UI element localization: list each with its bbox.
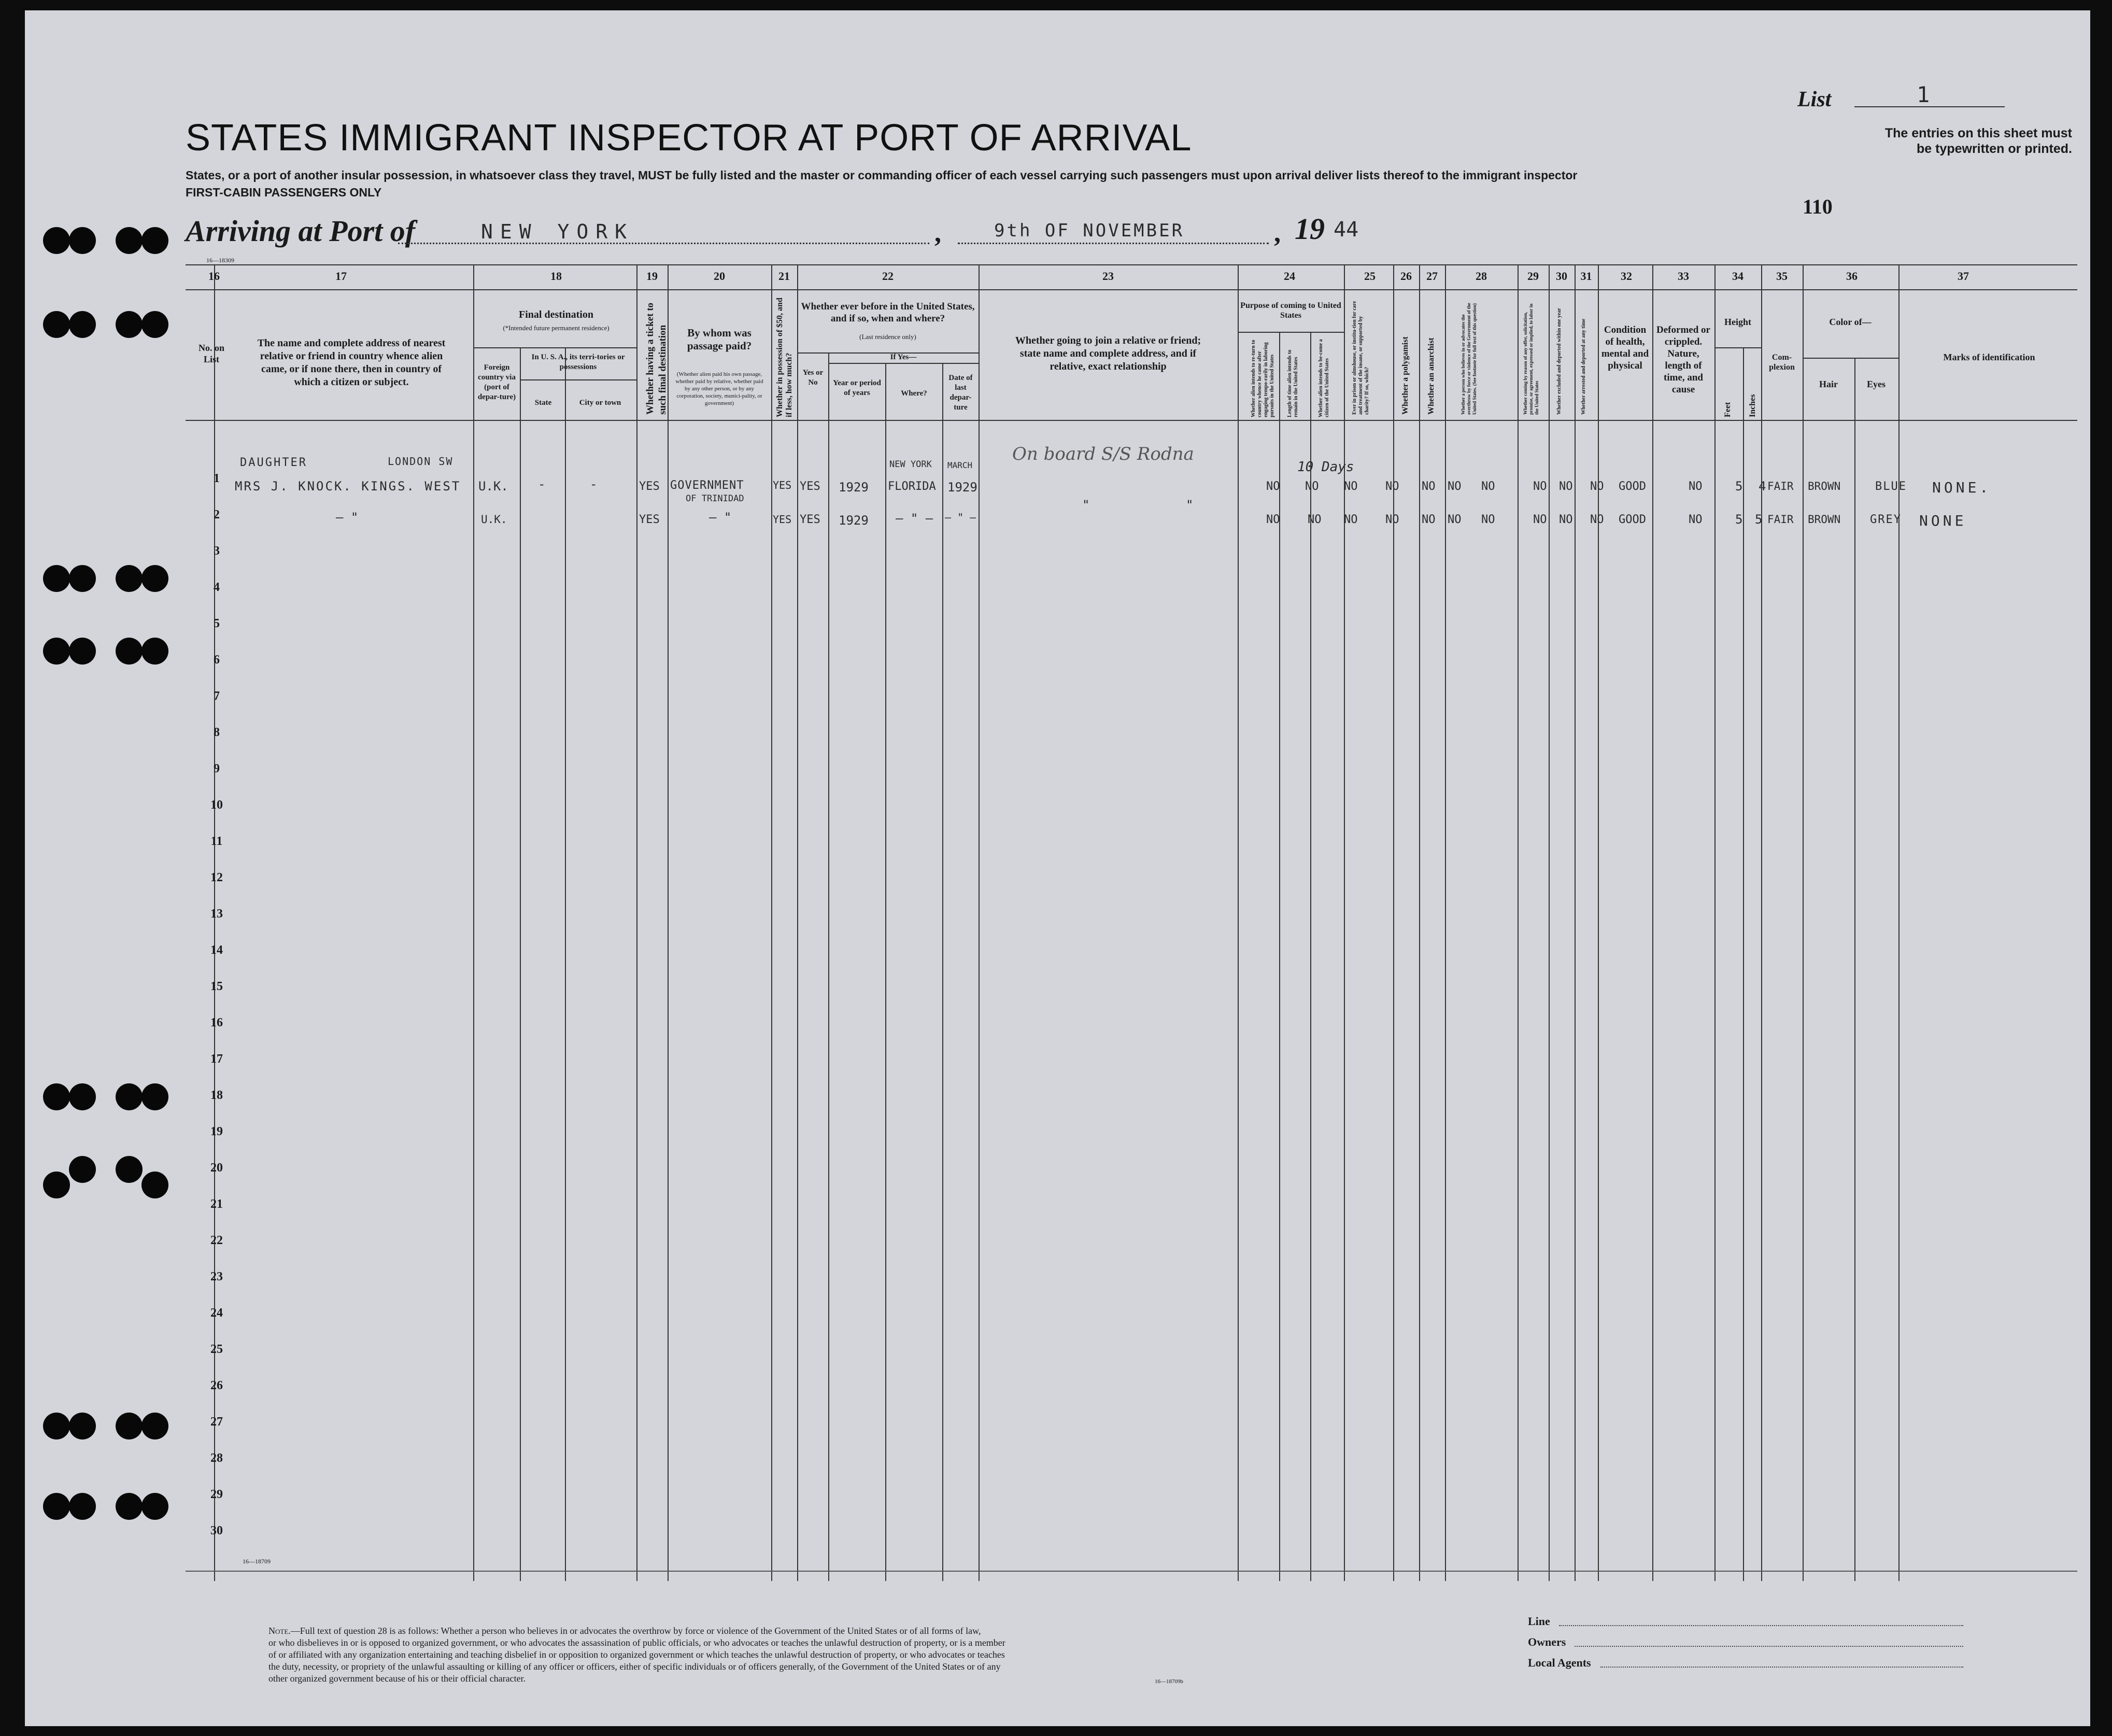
r1-passage-paid: GOVERNMENT — [670, 479, 744, 492]
punch-hole — [141, 1083, 168, 1110]
r1-anarchist: NO — [1448, 480, 1462, 493]
typewritten-note — [1782, 125, 2072, 157]
row-number: 3 — [214, 544, 220, 558]
punch-hole — [141, 565, 168, 592]
r1-feet: 5 — [1735, 479, 1743, 493]
header-state: State — [534, 399, 552, 407]
header-intends-citizen: Whether alien intends to be-come a citizen of the United States — [1318, 339, 1330, 417]
punch-hole — [116, 1083, 143, 1110]
header-hair: Hair — [1819, 379, 1838, 389]
r1-return: NO — [1266, 480, 1280, 493]
row-number: 21 — [210, 1197, 223, 1211]
column-rule — [1652, 264, 1653, 1581]
r1-relative-city: LONDON SW — [388, 455, 453, 468]
form-intro — [186, 167, 1689, 201]
r2-overthrow: NO — [1481, 513, 1495, 526]
r2-join-a: " — [1082, 498, 1090, 512]
column-number: 35 — [1776, 270, 1788, 283]
footnote-text: or who disbelieves in or is opposed to organized government, or who advocates the assassination of public officials, or who advocates or teaches the unlawful destruction of property, or is a member — [268, 1638, 1005, 1648]
header-if-yes: If Yes— — [890, 353, 917, 361]
r2-prison: NO — [1385, 513, 1399, 526]
punch-hole — [43, 565, 70, 592]
punch-hole — [69, 227, 96, 254]
r1-ticket: YES — [639, 480, 660, 493]
column-rule — [1419, 264, 1420, 1581]
form-code-right: 16—18709b — [1155, 1678, 1183, 1685]
r2-health: GOOD — [1619, 513, 1646, 526]
row-number: 7 — [214, 689, 220, 703]
column-rule — [885, 363, 886, 1581]
header-polygamist: Whether a polygamist — [1401, 336, 1410, 415]
subheader-rule — [473, 347, 636, 348]
r1-excluded: NO — [1559, 480, 1573, 493]
r2-where: — " — — [896, 511, 933, 526]
row-number: 8 — [214, 726, 220, 739]
column-number: 21 — [778, 270, 790, 283]
r1-date: 1929 — [947, 480, 977, 495]
punch-hole — [43, 227, 70, 254]
year-value: 44 — [1334, 218, 1359, 242]
date-line — [958, 243, 1269, 244]
punch-hole — [116, 638, 143, 665]
r1-passage-paid-2: OF TRINIDAD — [686, 493, 744, 504]
header-final-destination: Final destination — [519, 309, 593, 320]
row-number: 29 — [210, 1488, 223, 1501]
column-number: 28 — [1476, 270, 1487, 283]
footnote-text: —Full text of question 28 is as follows: Whether a person who believes in or advocates the overthrow by force or violence of the Government of the United States or of all forms of law, — [290, 1626, 981, 1636]
footnote — [268, 1625, 1264, 1685]
header-city: City or town — [579, 399, 621, 407]
port-value: NEW YORK — [481, 220, 634, 243]
row-number: 22 — [210, 1234, 223, 1247]
subheader-rule — [828, 363, 979, 364]
r1-state: - — [538, 477, 546, 491]
column-number: 22 — [882, 270, 894, 283]
row-number: 25 — [210, 1343, 223, 1356]
row-number: 18 — [210, 1089, 223, 1102]
table-rule — [186, 420, 2077, 421]
header-deformed: Deformed or crippled. Nature, length of time, and cause — [1656, 324, 1710, 395]
r2-passage-paid: — " — [709, 510, 732, 525]
header-final-destination-sub: (*Intended future permanent residence) — [503, 324, 609, 332]
column-number: 31 — [1580, 270, 1592, 283]
r1-polygamist: NO — [1422, 480, 1436, 493]
punch-hole — [69, 1083, 96, 1110]
manifest-sheet — [25, 10, 2090, 1726]
header-foreign-country: Foreign country via (port of depar-ture) — [477, 363, 516, 401]
column-number: 36 — [1846, 270, 1858, 283]
punch-hole — [141, 1413, 168, 1439]
r1-length-top: 10 Days — [1297, 459, 1354, 475]
column-number: 26 — [1400, 270, 1412, 283]
header-excluded: Whether excluded and deported within one year — [1556, 308, 1562, 415]
r1-ever-before: YES — [800, 480, 820, 493]
r2-inches: 5 — [1755, 512, 1763, 527]
column-number: 24 — [1284, 270, 1295, 283]
local-agents-label: Local Agents — [1528, 1656, 1591, 1669]
column-number: 23 — [1102, 270, 1114, 283]
column-number: 30 — [1556, 270, 1567, 283]
row-number: 9 — [214, 762, 220, 775]
row-number: 17 — [210, 1052, 223, 1066]
header-passage-paid: By whom was passage paid? — [687, 327, 752, 352]
local-agents-field — [1600, 1667, 1963, 1668]
column-number: 17 — [335, 270, 347, 283]
header-anarchist: Whether an anarchist — [1427, 337, 1436, 415]
list-label: List — [1797, 88, 1832, 111]
r1-foreign-country: U.K. — [478, 479, 508, 493]
punch-hole — [116, 565, 143, 592]
r2-join-b: " — [1186, 498, 1194, 512]
r2-return: NO — [1266, 513, 1280, 526]
row-number: 12 — [210, 871, 223, 884]
form-code: 16—18309 — [206, 257, 234, 264]
punch-hole — [116, 1156, 143, 1183]
row-number: 11 — [210, 835, 223, 848]
r2-labor-offer: NO — [1533, 513, 1547, 526]
header-yes-no: Yes or No — [802, 369, 824, 387]
column-number: 29 — [1527, 270, 1539, 283]
punch-hole — [69, 638, 96, 665]
header-intends-return: Whether alien intends to re-turn to country whence he came after engaging tempo-rarily in laboring pursuits in the United States — [1251, 340, 1275, 417]
column-rule — [828, 352, 829, 1581]
header-height: Height — [1724, 317, 1751, 327]
header-complexion: Com-plexion — [1769, 353, 1795, 372]
r2-excluded: NO — [1559, 513, 1573, 526]
row-number: 20 — [210, 1161, 223, 1175]
column-number: 19 — [646, 270, 658, 283]
r1-hair: BROWN — [1808, 480, 1841, 492]
header-marks: Marks of identification — [1943, 352, 2035, 362]
column-number: 34 — [1732, 270, 1744, 283]
r2-citizen: NO — [1344, 513, 1358, 526]
r1-relationship: DAUGHTER — [240, 456, 307, 469]
comma: , — [934, 218, 941, 248]
r1-date-top: MARCH — [947, 460, 973, 470]
comma: , — [1274, 218, 1281, 248]
column-rule — [1803, 264, 1804, 1581]
row-number: 14 — [210, 943, 223, 957]
subheader-rule — [520, 379, 636, 380]
r1-prison: NO — [1385, 480, 1399, 493]
r1-arrested: NO — [1590, 480, 1604, 493]
intro-line: States, or a port of another insular possession, in whatsoever class they travel, MUST be fully listed and the master or commanding officer of each vessel carrying such passengers must upon arrival deliver lists thereof to the immigrant inspector — [186, 168, 1578, 182]
form-code-left: 16—18709 — [243, 1558, 271, 1565]
header-feet: Feet — [1723, 402, 1732, 417]
footnote-text: of or affiliated with any organization entertaining and teaching disbelief in or opposition to organized government or which teaches the unlawful destruction of property, or who advocates or teaches — [268, 1649, 1005, 1660]
header-inches: Inches — [1748, 394, 1757, 417]
punch-hole — [43, 1413, 70, 1439]
list-number: 1 — [1917, 82, 1930, 107]
r2-year: 1929 — [839, 513, 869, 528]
column-rule — [1575, 264, 1576, 1581]
punch-hole — [69, 565, 96, 592]
punch-hole — [43, 1083, 70, 1110]
header-fifty-dollars: Whether in possession of $50, and if less, how much? — [775, 298, 793, 417]
r2-marks: NONE — [1919, 512, 1967, 529]
r2-deformed: NO — [1689, 513, 1703, 526]
punch-hole — [69, 311, 96, 338]
punch-hole — [69, 1493, 96, 1520]
row-number: 6 — [214, 653, 220, 667]
punch-hole — [141, 1172, 168, 1198]
r1-year: 1929 — [839, 480, 869, 495]
row-number: 26 — [210, 1379, 223, 1392]
r2-money: YES — [773, 513, 792, 526]
r1-where-top: NEW YORK — [889, 459, 932, 470]
punch-hole — [116, 1413, 143, 1439]
header-join-relative: Whether going to join a relative or friend; state name and complete address, and if relative, exact relationship — [1015, 335, 1201, 372]
row-number: 19 — [210, 1125, 223, 1138]
r1-money: YES — [773, 479, 792, 491]
footnote-label: Note. — [268, 1626, 291, 1636]
header-labor-offer: Whether coming by reason of any offer, solicitation, promise, or agreement, expressed or implied, to labor in the United States — [1523, 303, 1539, 415]
column-rule — [771, 264, 772, 1581]
r1-health: GOOD — [1619, 480, 1646, 493]
row-number: 10 — [210, 798, 223, 812]
form-title: STATES IMMIGRANT INSPECTOR AT PORT OF ARRIVAL — [186, 117, 1192, 159]
r2-arrested: NO — [1590, 513, 1604, 526]
header-where: Where? — [901, 389, 927, 398]
column-rule — [636, 264, 637, 1581]
punch-hole — [116, 227, 143, 254]
r2-foreign-country: U.K. — [481, 513, 507, 526]
column-rule — [473, 264, 474, 1581]
punch-hole — [43, 1172, 70, 1198]
r1-inches: 4 — [1759, 479, 1766, 493]
column-number: 33 — [1678, 270, 1689, 283]
r1-join: On board S/S Rodna — [1012, 444, 1194, 464]
punch-hole — [141, 311, 168, 338]
r1-relative-name: MRS J. KNOCK. KINGS. WEST — [235, 479, 461, 493]
header-relative: The name and complete address of nearest relative or friend in country whence alien came, or if none there, then in country of which a citizen or subject. — [257, 337, 446, 388]
header-passage-paid-sub: (Whether alien paid his own passage, whether paid by relative, whether paid by any other person, or by any corporation, society, munici-pality, or government) — [675, 371, 763, 406]
r2-anarchist: NO — [1448, 513, 1462, 526]
r2-length: NO — [1308, 513, 1322, 526]
column-rule — [1549, 264, 1550, 1581]
column-rule — [942, 363, 943, 1581]
column-rule — [520, 347, 521, 1581]
punch-hole — [141, 1493, 168, 1520]
row-number: 24 — [210, 1306, 223, 1320]
row-number: 15 — [210, 980, 223, 993]
r2-polygamist: NO — [1422, 513, 1436, 526]
subheader-rule — [1803, 358, 1898, 359]
column-number: 27 — [1426, 270, 1438, 283]
column-rule — [1714, 264, 1716, 1581]
year-prefix: 19 — [1295, 212, 1325, 246]
r1-where: FLORIDA — [888, 480, 936, 493]
row-number: 13 — [210, 907, 223, 921]
line-label: Line — [1528, 1615, 1550, 1628]
footnote-text: the duty, necessity, or propriety of the unlawful assaulting or killing of any officer or officers, either of specific individuals or of officers generally, of the Government of the United States or of any — [268, 1661, 1001, 1672]
r1-marks: NONE. — [1932, 479, 1992, 496]
r1-overthrow: NO — [1481, 480, 1495, 493]
arriving-label: Arriving at Port of — [186, 214, 416, 248]
r2-eyes: GREY — [1870, 513, 1902, 526]
row-number: 23 — [210, 1270, 223, 1283]
r1-labor-offer: NO — [1533, 480, 1547, 493]
header-arrested: Whether arrested and deported at any time — [1581, 318, 1586, 415]
r2-ticket: YES — [639, 513, 660, 526]
punch-hole — [69, 1156, 96, 1183]
column-rule — [565, 347, 566, 1581]
note-line: The entries on this sheet must — [1884, 126, 2072, 140]
header-purpose: Purpose of coming to United States — [1240, 301, 1341, 320]
r1-deformed: NO — [1689, 480, 1703, 493]
column-rule — [1445, 264, 1446, 1581]
r2-hair: BROWN — [1808, 513, 1841, 526]
column-rule — [1761, 264, 1762, 1581]
header-eyes: Eyes — [1867, 379, 1886, 389]
column-rule — [1743, 347, 1744, 1581]
column-rule — [1393, 264, 1394, 1581]
r2-relative-name: — " — [336, 510, 359, 525]
row-number: 1 — [214, 472, 220, 485]
column-rule — [1898, 264, 1900, 1581]
header-ticket: Whether having a ticket to such final destination — [645, 302, 668, 415]
r1-length: NO — [1305, 480, 1319, 493]
table-bottom-rule — [186, 1571, 2077, 1572]
header-in-usa: In U. S. A., its terri-tories or possessions — [531, 353, 625, 371]
column-rule — [668, 264, 669, 1581]
header-ever-before-sub: (Last residence only) — [859, 333, 916, 341]
row-number: 27 — [210, 1415, 223, 1429]
punch-hole — [141, 638, 168, 665]
header-length-of-stay: Length of time alien intends to remain in the United States — [1287, 349, 1299, 417]
punch-hole — [43, 311, 70, 338]
r1-complexion: FAIR — [1767, 480, 1794, 492]
column-rule — [1598, 264, 1599, 1581]
header-ever-before: Whether ever before in the United States, and if so, when and where? — [801, 301, 975, 324]
header-date-departure: Date of last depar-ture — [948, 374, 973, 412]
r2-complexion: FAIR — [1767, 513, 1794, 526]
punch-hole — [116, 311, 143, 338]
header-prison: Ever in prison or almshouse, or institu-tion for care and treatment of the insane, or supported by charity? If so, which? — [1352, 301, 1370, 415]
table-rule — [186, 264, 2077, 265]
r2-date: — " — — [945, 511, 976, 524]
punch-hole — [43, 638, 70, 665]
subheader-rule — [1238, 332, 1344, 333]
header-year: Year or period of years — [833, 379, 881, 397]
column-number: 32 — [1621, 270, 1632, 283]
r2-ever-before: YES — [800, 513, 820, 526]
column-rule — [797, 264, 798, 1581]
punch-hole — [69, 1413, 96, 1439]
column-rule — [1238, 264, 1239, 1581]
column-number: 37 — [1958, 270, 1969, 283]
column-number: 20 — [714, 270, 725, 283]
header-health: Condition of health, mental and physical — [1601, 324, 1649, 371]
punch-hole — [43, 1493, 70, 1520]
table-rule — [186, 289, 2077, 290]
header-overthrow: Whether a person who believes in or advocates the overthrow by force or violence of the Government of the United States. (See footnote for full text of this question) — [1461, 303, 1477, 415]
header-color-of: Color of— — [1829, 317, 1872, 327]
row-number: 30 — [210, 1524, 223, 1537]
row-number: 16 — [210, 1016, 223, 1029]
owners-field — [1575, 1646, 1963, 1647]
owners-label: Owners — [1528, 1635, 1566, 1648]
r1-city: - — [590, 477, 598, 491]
column-number: 25 — [1364, 270, 1376, 283]
row-number: 4 — [214, 581, 220, 594]
intro-line: FIRST-CABIN PASSENGERS ONLY — [186, 186, 382, 199]
row-number: 28 — [210, 1451, 223, 1465]
footnote-text: other organized government because of his or their official character. — [268, 1673, 526, 1684]
punch-hole — [141, 227, 168, 254]
sheet-number: 110 — [1803, 195, 1833, 218]
line-field — [1559, 1625, 1963, 1626]
date-value: 9th OF NOVEMBER — [994, 220, 1185, 241]
column-rule — [1518, 264, 1519, 1581]
row-number: 5 — [214, 617, 220, 630]
subheader-rule — [1714, 347, 1761, 348]
port-line — [398, 243, 929, 244]
header-no-on-list: No. on List — [198, 343, 224, 364]
column-number: 16 — [208, 270, 220, 283]
note-line: be typewritten or printed. — [1916, 142, 2072, 156]
punch-hole — [116, 1493, 143, 1520]
column-rule — [979, 264, 980, 1581]
column-rule — [1854, 358, 1855, 1581]
r2-feet: 5 — [1735, 512, 1743, 527]
r1-eyes: BLUE — [1875, 480, 1907, 493]
row-number: 2 — [214, 508, 220, 521]
r1-citizen: NO — [1344, 480, 1358, 493]
column-number: 18 — [550, 270, 562, 283]
